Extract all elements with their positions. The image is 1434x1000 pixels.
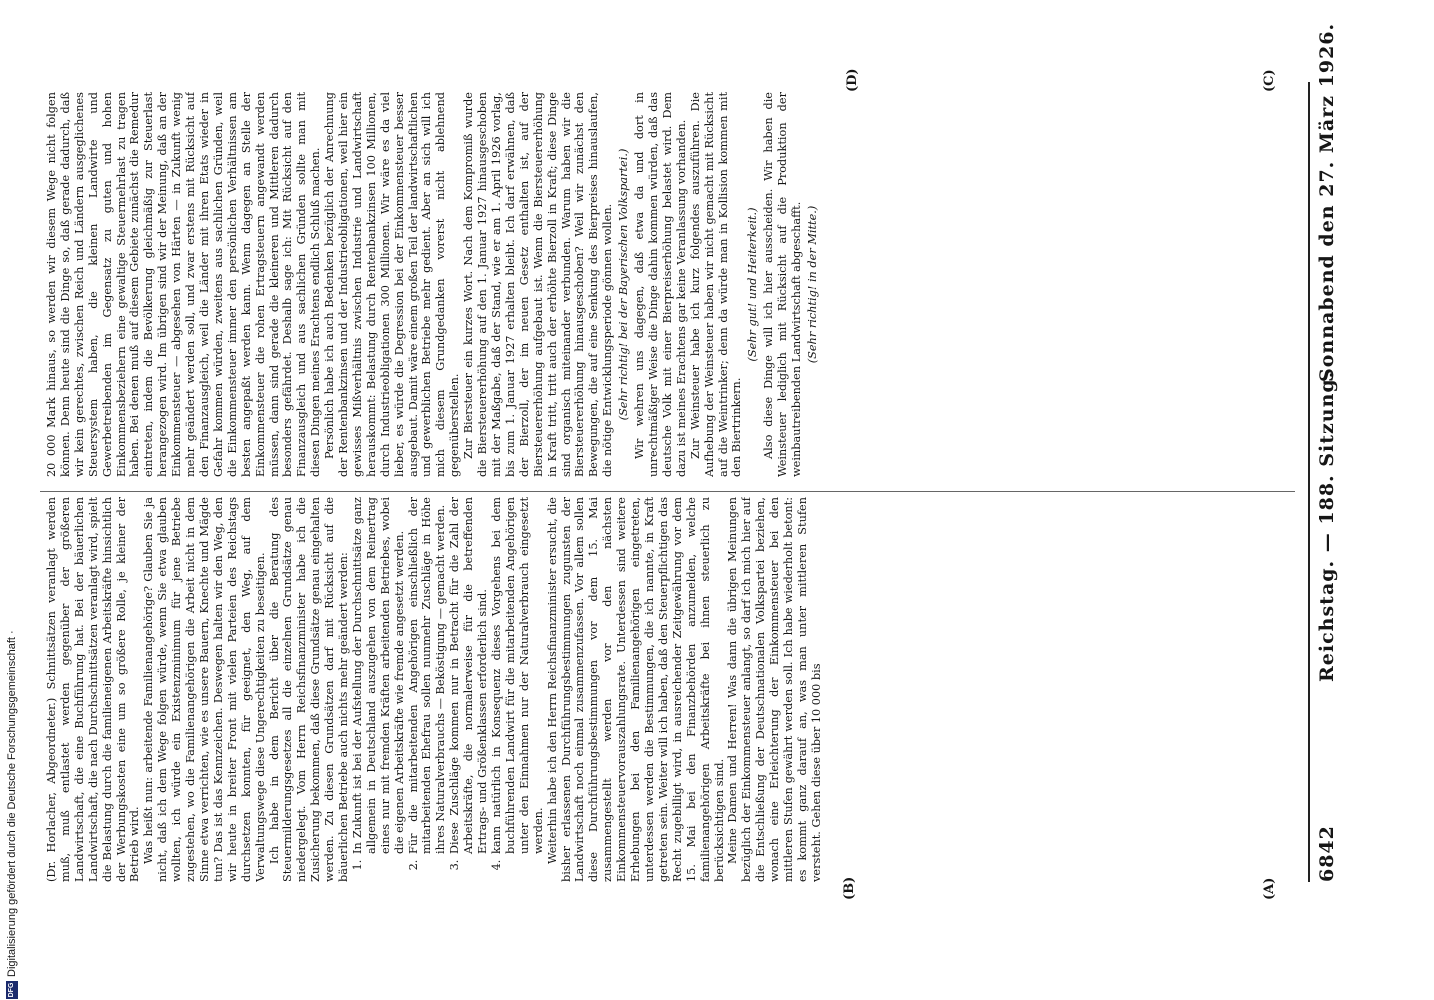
- margin-marker-b: (B): [842, 876, 857, 900]
- paragraph: (Dr. Horlacher, Abgeordneter.) Schnittsätzen veranlagt werden muß, muß entlastet werden gegenüber der größeren Landwirtschaft, die eine Buchführung hat. Bei der bäuerlichen Landwirtschaft, die nach Durchschnittsätzen veranlagt wird, spielt die Belastung durch die familieneigenen Arbeitskräfte hinsichtlich der Werbungskosten eine um so größere Rolle, je kleiner der Betrieb wird.: [45, 497, 142, 882]
- right-column: [45, 92, 1303, 477]
- paragraph: Zur Weinsteuer habe ich kurz folgendes auszuführen. Die Aufhebung der Weinsteuer haben wir nicht gemacht mit Rücksicht auf die Weintrinker; denn da würde man in Kollision kommen mit den Biertrinkern.: [688, 92, 744, 477]
- paragraph: Was heißt nun: arbeitende Familienangehörige? Glauben Sie ja nicht, daß ich dem Wege folgen würde, wenn Sie etwa glauben wollten, ich würde ein Existenzminimum für jene Betriebe zugestehen, wo die Familienangehörigen die Arbeit nicht in dem Sinne etwa verrichten, wie es unsere Bauern, Knechte und Mägde tun? Das ist das Kennzeichen. Deswegen halten wir den Weg, den wir heute in breiter Front mit vielen Parteien des Reichstags durchsetzen konnten, für geeignet, den Weg, auf dem Verwaltungswege diese Ungerechtigkeiten zu beseitigen.: [142, 497, 267, 882]
- margin-marker-c: (C): [1262, 69, 1277, 92]
- credit-text: Digitalisierung gefördert durch die Deutsche Forschungsgemeinschaft ·: [6, 630, 18, 977]
- interjection: (Sehr richtig! bei der Bayerischen Volkspartei.): [617, 148, 631, 421]
- interjection: (Sehr richtig! in der Mitte.): [805, 205, 819, 364]
- dfg-logo-icon: DFG: [6, 981, 18, 999]
- paragraph: Persönlich habe ich auch Bedenken bezüglich der Anrechnung der Rentenbankzinsen und der Industrieobligationen, weil hier ein gewisses Mißverhältnis zwischen Industrie und Landwirtschaft herauskommt: Belastung durch Rentenbankzinsen 100 Millionen, durch Industrieobligationen 300 Millionen. Wir wäre es da viel lieber, es würde die Degression bei der Einkommensteuer besser ausgebaut. Damit wäre einem großen Teil der landwirtschaftlichen und gewerblichen Betriebe mehr gedient. Aber an sich will ich mich diesem Grundgedanken vorerst nicht ablehnend gegenüberstellen.: [323, 92, 462, 477]
- page-number: 6842: [1316, 825, 1338, 882]
- principles-list: [351, 497, 546, 882]
- paragraph: Wir wehren uns dagegen, daß etwa da und dort in unrechtmäßiger Weise die Dinge dahin kommen würden, daß das deutsche Volk mit einer Bierpreiserhöhung belastet wird. Dem dazu ist meines Erachtens gar keine Veranlassung vorhanden.: [633, 92, 688, 477]
- list-item: 4. kann natürlich in Konsequenz dieses Vorgehens bei dem buchführenden Landwirt für die mitarbeitenden Angehörigen unter den Einnahmen nur der Naturalverbrauch eingesetzt werden.: [490, 497, 546, 856]
- margin-marker-d: (D): [845, 68, 860, 92]
- paragraph: Also diese Dinge will ich hier ausscheiden. Wir haben die Weinsteuer lediglich mit Rücksicht auf die Produktion der weinbautreibenden Landwirtschaft abgeschafft.: [762, 92, 804, 477]
- left-column: [45, 497, 1303, 882]
- column-separator: [40, 491, 1295, 492]
- list-item: 3. Diese Zuschläge kommen nur in Betracht für die Zahl der Arbeitskräfte, die normalerweise für die betreffenden Ertrags- und Größenklassen erforderlich sind.: [448, 497, 490, 856]
- paragraph: Meine Damen und Herren! Was dann die übrigen Meinungen bezüglich der Einkommensteuer anlangt, so darf ich mich hier auf die Entschließung der Deutschnationalen Volkspartei beziehen, wonach eine Erleichterung der Einkommensteuer bei den mittleren Stufen gewährt werden soll. Ich habe wiederholt betont: es kommt ganz darauf an, was man unter mittleren Stufen versteht. Gehen diese über 10 000 bis: [726, 497, 823, 882]
- list-item: 2. Für die mitarbeitenden Angehörigen einschließlich der mitarbeitenden Ehefrau sollen nunmehr Zuschläge in Höhe ihres Naturalverbrauchs — Beköstigung — gemacht werden.: [407, 497, 449, 856]
- list-item: 1. In Zukunft ist bei der Aufstellung der Durchschnittsätze ganz allgemein in Deutschland auszugehen von dem Reinertrag eines nur mit fremden Kräften arbeitenden Betriebes, wobei die eigenen Arbeitskräfte wie fremde angesetzt werden.: [351, 497, 407, 856]
- paragraph: Zur Biersteuer ein kurzes Wort. Nach dem Kompromiß wurde die Biersteuererhöhung auf den 1. Januar 1927 hinausgeschoben mit der Maßgabe, daß der Stand, wie er am 1. April 1926 vorlag, bis zum 1. Januar 1927 erhalten bleibt. Ich darf erwähnen, daß der Bierzoll, der im neuen Gesetz enthalten ist, auf der Biersteuererhöhung aufgebaut ist. Wenn die Biersteuererhöhung in Kraft tritt, tritt auch der erhöhte Bierzoll in Kraft; diese Dinge sind organisch miteinander verbunden. Warum haben wir die Biersteuererhöhung hinausgeschoben? Weil wir zunächst den Bewegungen, die auf eine Senkung des Bierpreises hinauslaufen, die nötige Entwicklungsperiode gönnen wollen.: [462, 92, 615, 477]
- paragraph: Weiterhin habe ich den Herrn Reichsfinanzminister ersucht, die bisher erlassenen Durchführungsbestimmungen zugunsten der Landwirtschaft noch einmal zusammenzufassen. Vor allem sollen diese Durchführungsbestimmungen vor dem 15. Mai zusammengestellt werden vor den nächsten Einkommensteuervorauszahlungsrate. Unterdessen sind weitere Erhebungen bei den Familienangehörigen eingetreten, unterdessen werden die Bestimmungen, die ich nannte, in Kraft getreten sein. Weiter will ich haben, daß den Steuerpflichtigen das Recht zugebilligt wird, in ausreichender Zeitgewährung vor dem 15. Mai bei den Finanzbehörden anzumelden, welche familienangehörigen Arbeitskräfte bei ihnen steuerlich zu berücksichtigen sind.: [545, 497, 726, 882]
- interjection: (Sehr gut! und Heiterkeit.): [746, 207, 760, 362]
- session-date: Sonnabend den 27. März 1926.: [1316, 22, 1338, 382]
- page-header: [1316, 22, 1342, 882]
- digitization-credit: [6, 0, 22, 1000]
- margin-marker-a: (A): [1262, 877, 1277, 900]
- paragraph: Ich habe in dem Bericht über die Beratung des Steuermilderungsgesetzes all die einzelnen Grundsätze genau niedergelegt. Vom Herrn Reichsfinanzminister habe ich die Zusicherung bekommen, daß diese Grundsätze genau eingehalten werden. Zu diesen Grundsätzen darf mit Rücksicht auf die bäuerlichen Betriebe auch nichts mehr geändert werden:: [267, 497, 351, 882]
- page-title: Reichstag. — 188. Sitzung.: [1316, 370, 1338, 682]
- paragraph: 20 000 Mark hinaus, so werden wir diesem Wege nicht folgen können. Denn heute sind die Dinge so, daß gerade dadurch, daß wir kein gerechtes, zwischen Reich und Ländern ausgeglichenes Steuersystem haben, die kleinen Landwirte und Gewerbetreibenden im Gegensatz zu guten und hohen Einkommensbeziehern eine gewaltige Steuermehrlast zu tragen haben. Bei denen muß auf diesem Gebiete zunächst die Remedur eintreten, indem die Bevölkerung gleichmäßig zur Steuerlast herangezogen wird. Im übrigen sind wir der Meinung, daß an der Einkommensteuer — abgesehen von Härten — in Zukunft wenig mehr geändert werden soll, und zwar erstens mit Rücksicht auf den Finanzausgleich, weil die Länder mit ihren Etats wieder in Gefahr kommen würden, zweitens aus sachlichen Gründen, weil die Einkommensteuer immer den persönlichen Verhältnissen am besten angepaßt werden kann. Wenn dagegen an Stelle der Einkommensteuer die rohen Ertragsteuern angewandt werden müssen, dann sind gerade die kleineren und Mittleren dadurch besonders gefährdet. Deshalb sage ich: Mit Rücksicht auf den Finanzausgleich und aus sachlichen Gründen sollte man mit diesen Dingen meines Erachtens endlich Schluß machen.: [45, 92, 323, 477]
- header-rule: [1308, 82, 1310, 882]
